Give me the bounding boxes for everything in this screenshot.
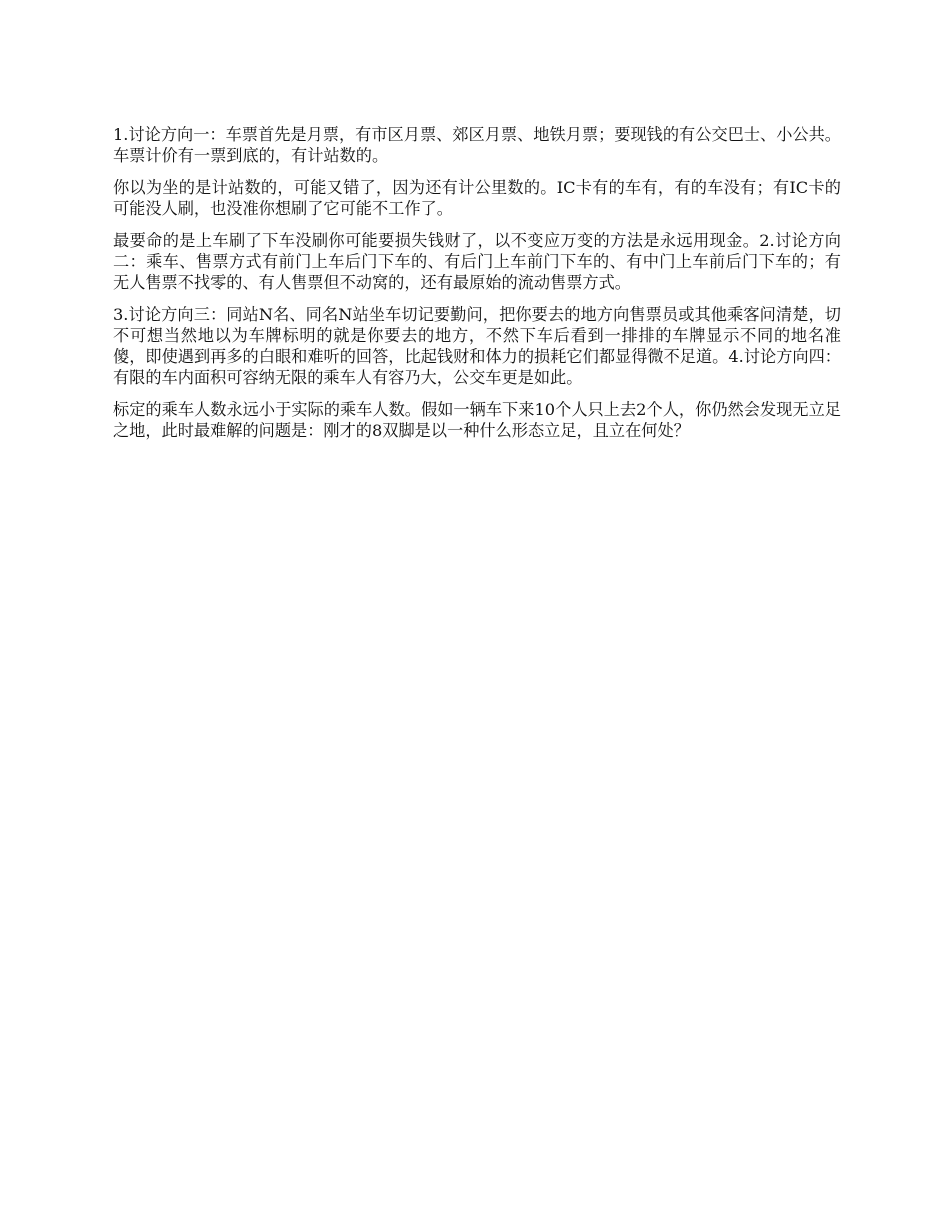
paragraph-5: 标定的乘车人数永远小于实际的乘车人数。假如一辆车下来10个人只上去2个人，你仍然会发现无立足之地，此时最难解的问题是：刚才的8双脚是以一种什么形态立足，且立在何处？ [113, 400, 841, 440]
paragraph-1: 1.讨论方向一：车票首先是月票，有市区月票、郊区月票、地铁月票；要现钱的有公交巴士、小公共。车票计价有一票到底的，有计站数的。 [113, 125, 841, 165]
paragraph-3: 最要命的是上车刷了下车没刷你可能要损失钱财了，以不变应万变的方法是永远用现金。2.讨论方向二：乘车、售票方式有前门上车后门下车的、有后门上车前门下车的、有中门上车前后门下车的；有无人售票不找零的、有人售票但不动窝的，还有最原始的流动售票方式。 [113, 231, 841, 292]
document-body [113, 124, 841, 452]
paragraph-2: 你以为坐的是计站数的，可能又错了，因为还有计公里数的。IC卡有的车有，有的车没有；有IC卡的可能没人刷，也没准你想刷了它可能不工作了。 [113, 178, 841, 218]
paragraph-4: 3.讨论方向三：同站N名、同名N站坐车切记要勤问，把你要去的地方向售票员或其他乘客问清楚，切不可想当然地以为车牌标明的就是你要去的地方，不然下车后看到一排排的车牌显示不同的地名准傻，即使遇到再多的白眼和难听的回答，比起钱财和体力的损耗它们都显得微不足道。4.讨论方向四：有限的车内面积可容纳无限的乘车人有容乃大，公交车更是如此。 [113, 305, 841, 387]
